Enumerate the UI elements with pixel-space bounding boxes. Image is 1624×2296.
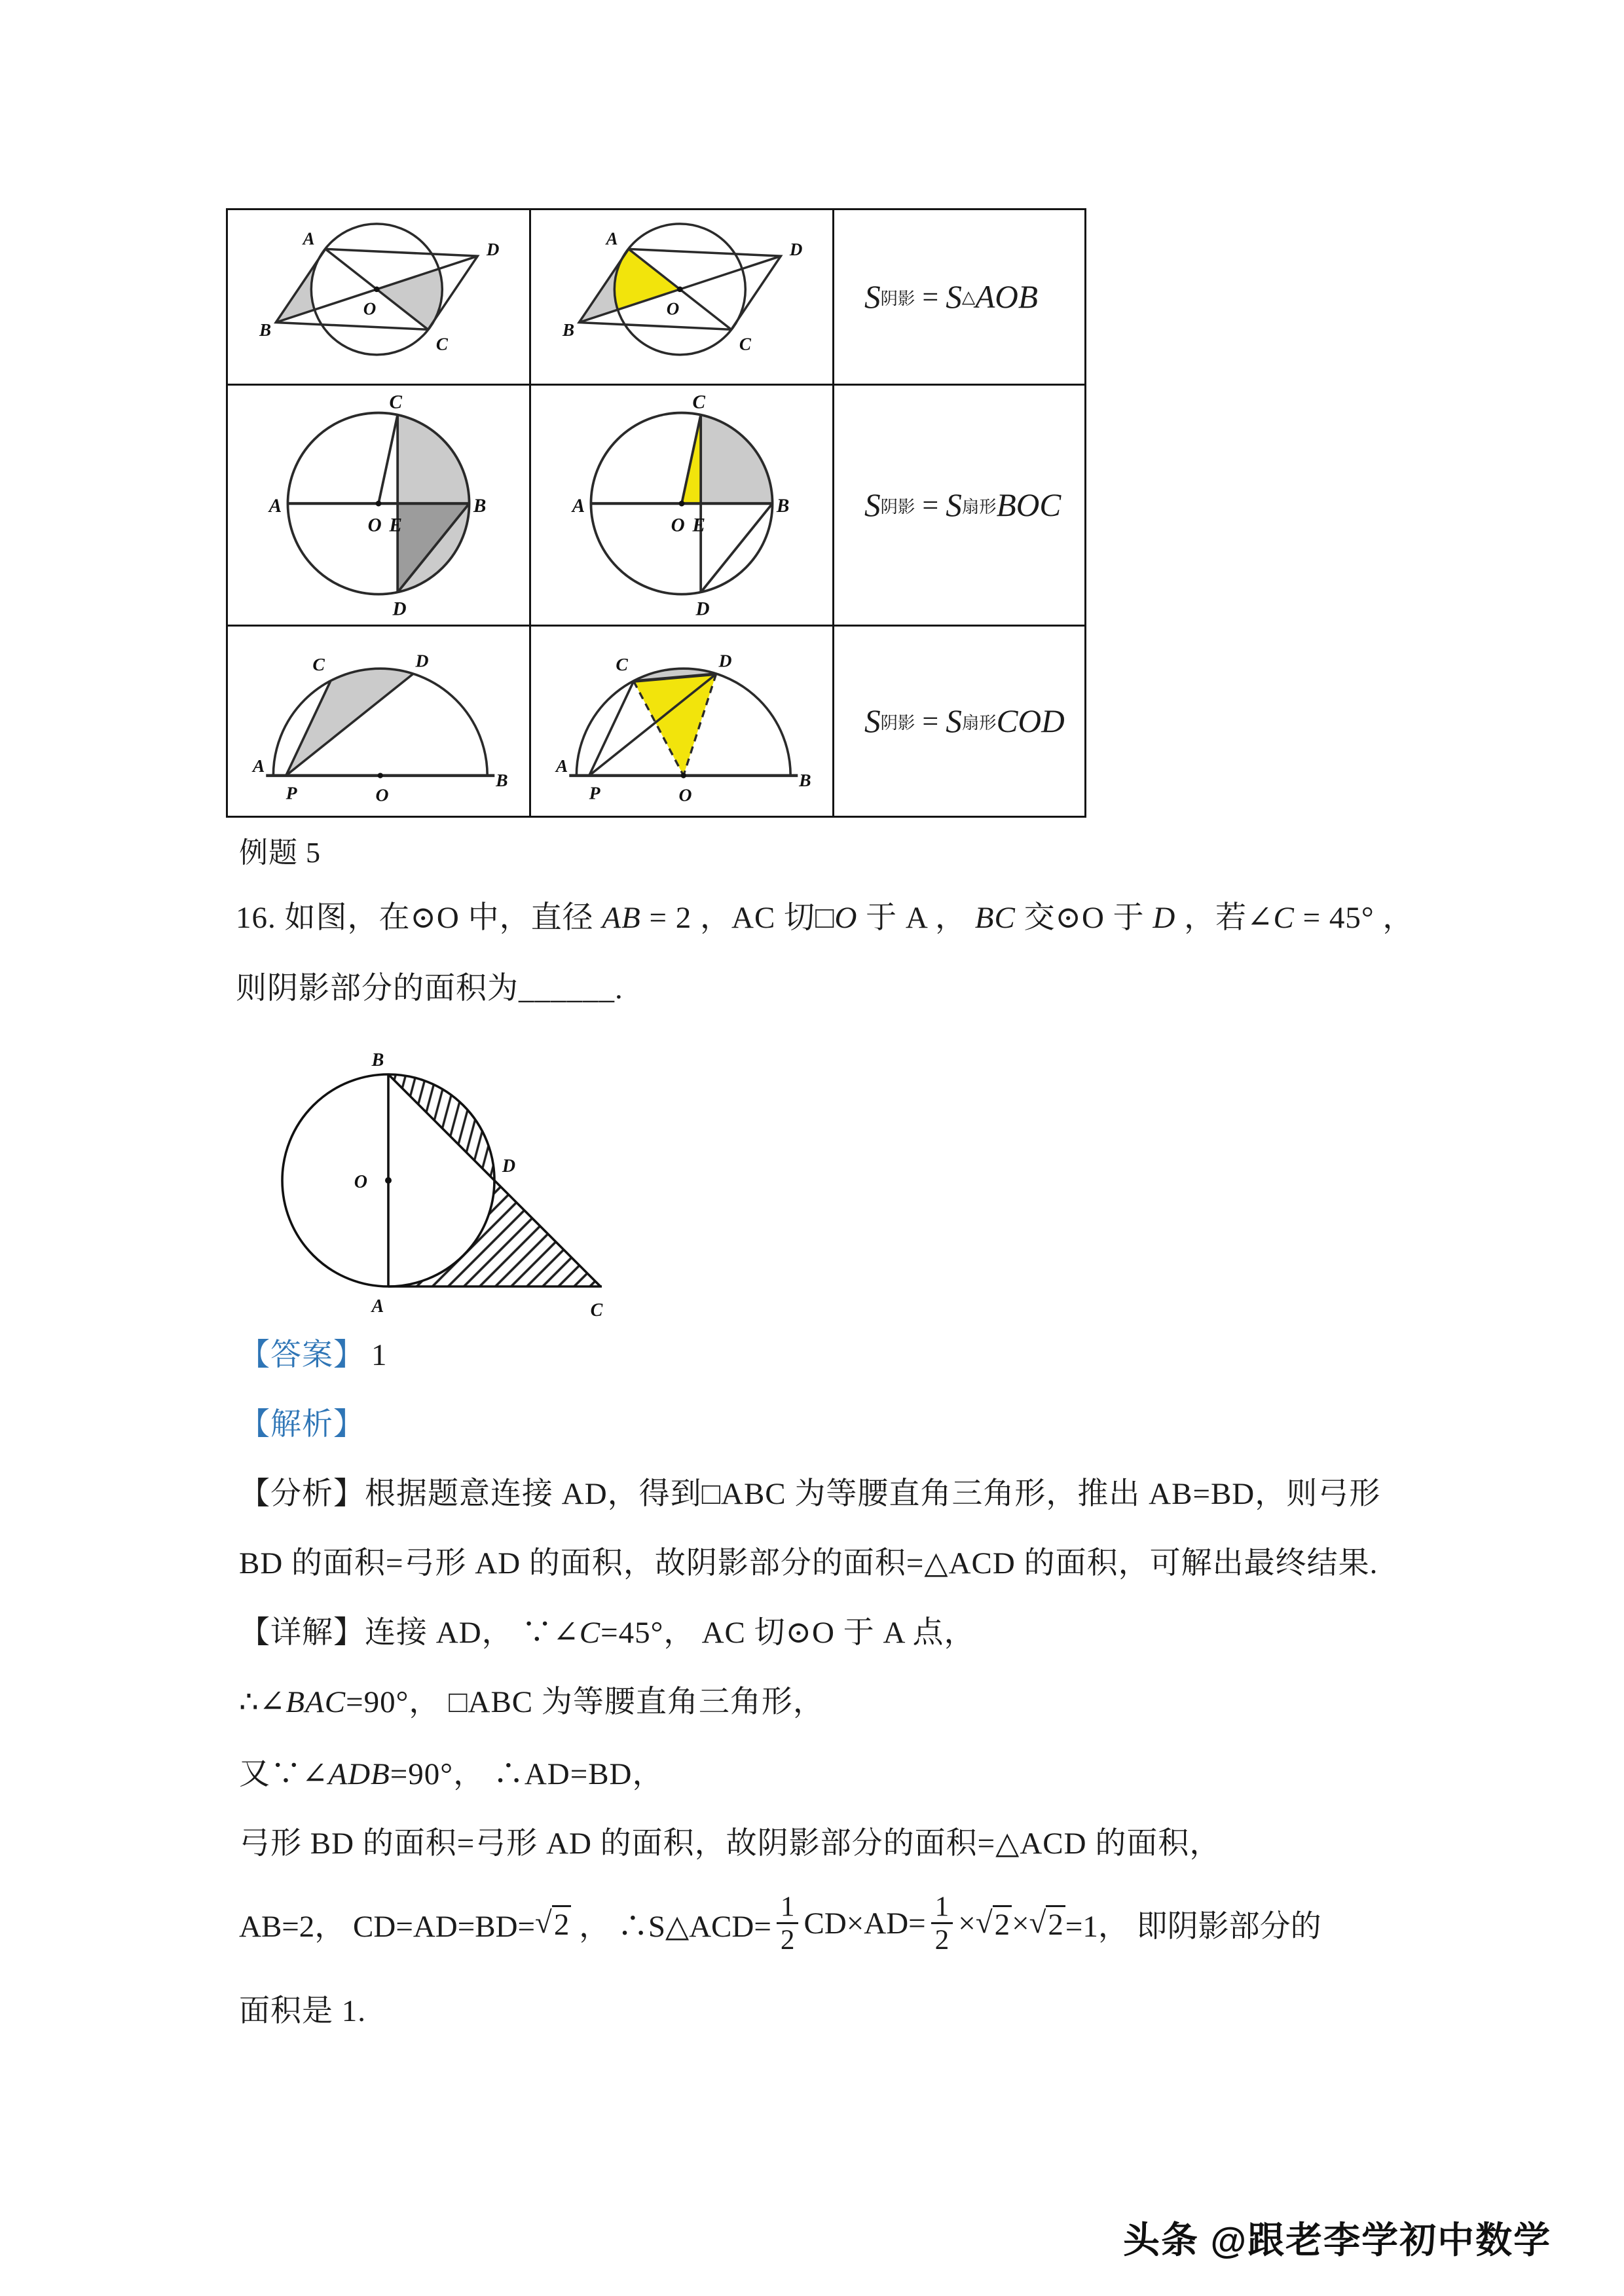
table-cell-row1-gray-diagram — [227, 210, 530, 385]
diagram-row3-highlighted — [538, 630, 825, 812]
point-label-c: C — [389, 391, 402, 412]
point-label-b: B — [473, 495, 487, 517]
point-label-a: A — [371, 1296, 384, 1317]
text-segment: = — [915, 705, 946, 737]
text-segment: 阴影 — [880, 712, 915, 733]
text-segment: 阴影 — [880, 288, 915, 308]
text-segment: × — [1012, 1906, 1029, 1941]
shaded-sliver-b — [579, 249, 680, 322]
text-segment: ∴∠ — [239, 1685, 286, 1719]
table-cell-row2-highlight-diagram — [530, 385, 834, 626]
center-dot — [374, 286, 380, 292]
shaded-area-formula-row1 — [834, 278, 1084, 316]
fraction: $\frac{1}{2}$ — [931, 1892, 953, 1955]
point-label-p: P — [286, 782, 297, 803]
point-label-c: C — [739, 333, 751, 354]
text-segment: △ — [961, 287, 976, 306]
solution-line4: 弓形 BD 的面积=弓形 AD 的面积，故阴影部分的面积=△ACD 的面积， — [239, 1827, 1221, 1861]
center-dot — [376, 500, 382, 506]
text-segment: = 2 ，AC 切 — [640, 901, 816, 935]
point-label-o: O — [678, 784, 692, 805]
solution-line5 — [239, 1871, 1321, 1976]
solution-line1 — [239, 1608, 976, 1652]
point-label-d: D — [718, 650, 732, 671]
point-label-d: D — [486, 239, 500, 259]
point-label-a: A — [555, 756, 568, 776]
point-label-b: B — [776, 495, 790, 517]
shaded-triangle-odc — [377, 256, 477, 329]
text-segment: 于 A ， — [857, 901, 975, 935]
solution-line3 — [239, 1749, 664, 1793]
center-dot — [677, 286, 683, 292]
analysis-header: 【解析】 — [239, 1408, 365, 1442]
shaded-sliver-b — [276, 249, 377, 322]
point-label-e: E — [692, 514, 705, 536]
point-label-a: A — [606, 228, 618, 249]
point-label-o: O — [375, 784, 389, 805]
diagram-row2-highlighted — [538, 391, 825, 620]
solution-line6: 面积是 1. — [239, 1994, 366, 2028]
point-label-d: D — [502, 1156, 516, 1176]
diagram-row1-highlighted — [539, 215, 824, 379]
table-cell-row2-formula — [834, 385, 1086, 626]
square-root: √ 2 — [1029, 1905, 1065, 1942]
problem-figure — [278, 1040, 614, 1321]
point-label-c: C — [312, 653, 325, 674]
text-segment: AOB — [975, 279, 1038, 315]
table-cell-row3-formula — [834, 626, 1086, 817]
answer-value: 1 — [371, 1338, 388, 1372]
shaded-area-formula-row2 — [834, 486, 1084, 524]
problem-text-line1 — [236, 893, 1414, 937]
point-label-a: A — [252, 756, 265, 776]
text-segment: S — [946, 703, 962, 739]
square-root: √ 2 — [535, 1905, 571, 1942]
answer-label: 【答案】 — [239, 1338, 365, 1372]
radius-oc — [378, 414, 397, 503]
text-segment: S — [864, 279, 881, 315]
text-segment: 16. 如图，在⊙O 中，直径 — [236, 901, 602, 935]
point-label-e: E — [389, 514, 402, 536]
analysis-line1: 【分析】根据题意连接 AD，得到□ABC 为等腰直角三角形，推出 AB=BD，则弓形 — [239, 1477, 1381, 1511]
center-dot — [378, 773, 383, 778]
point-label-o: O — [354, 1172, 367, 1192]
point-label-a: A — [572, 495, 585, 517]
table-cell-row3-gray-diagram — [227, 626, 530, 817]
answer-line — [239, 1330, 388, 1374]
analysis-line2: BD 的面积=弓形 AD 的面积，故阴影部分的面积=△ACD 的面积，可解出最终结果. — [239, 1546, 1378, 1580]
text-segment: = — [915, 489, 946, 521]
text-segment: CD×AD= — [803, 1906, 926, 1941]
text-segment: =90°， ∴AD=BD， — [390, 1757, 664, 1791]
text-segment: = — [915, 281, 946, 313]
point-label-p: P — [589, 782, 600, 803]
text-segment: □ — [815, 901, 835, 935]
center-dot — [385, 1177, 392, 1184]
point-label-b: B — [563, 319, 575, 340]
point-label-o: O — [367, 514, 382, 536]
point-label-b: B — [799, 770, 811, 791]
point-label-d: D — [695, 598, 710, 620]
text-segment: ， ∴S△ACD= — [571, 1909, 771, 1944]
text-segment: D — [1153, 901, 1176, 935]
text-segment: ，若∠ — [1175, 901, 1274, 935]
fraction: $\frac{1}{2}$ — [777, 1892, 799, 1955]
text-segment: 扇形 — [961, 496, 997, 517]
table-cell-row1-highlight-diagram — [530, 210, 834, 385]
text-segment: 又∵∠ — [239, 1757, 329, 1791]
text-segment: 【详解】连接 AD， ∵∠ — [239, 1616, 580, 1650]
point-label-c: C — [692, 391, 705, 412]
center-dot — [679, 500, 685, 506]
point-label-b: B — [496, 770, 508, 791]
table-cell-row3-highlight-diagram — [530, 626, 834, 817]
text-segment: COD — [996, 703, 1065, 739]
text-segment: × — [958, 1906, 976, 1941]
diagram-row1-gray — [236, 215, 521, 379]
point-label-o: O — [671, 514, 685, 536]
problem-text-line2: 则阴影部分的面积为______. — [236, 972, 623, 1006]
diagram-row2-gray — [235, 391, 522, 620]
text-segment: ADB — [328, 1757, 390, 1791]
watermark: 头条 @跟老李学初中数学 — [1123, 2219, 1552, 2261]
shaded-area-equivalence-table — [226, 208, 1086, 818]
point-label-b: B — [259, 319, 272, 340]
text-segment: 交⊙O 于 — [1015, 901, 1153, 935]
table-cell-row2-gray-diagram — [227, 385, 530, 626]
point-label-a: A — [303, 228, 315, 249]
solution-line2 — [239, 1677, 824, 1721]
point-label-d: D — [789, 239, 803, 259]
text-segment: O — [834, 901, 858, 935]
point-label-c: C — [590, 1300, 603, 1321]
text-segment: 扇形 — [961, 712, 997, 733]
center-dot — [681, 773, 686, 778]
square-root: √ 2 — [976, 1905, 1012, 1942]
point-label-d: D — [392, 598, 407, 620]
point-label-c: C — [435, 333, 448, 354]
text-segment: BOC — [996, 487, 1061, 523]
diagram-row3-gray — [235, 630, 522, 812]
text-segment: C — [1273, 901, 1295, 935]
table-cell-row1-formula — [834, 210, 1086, 385]
hatched-region-dca — [388, 1180, 600, 1286]
text-segment: AB=2， CD=AD=BD= — [239, 1909, 536, 1944]
point-label-o: O — [666, 298, 680, 318]
point-label-c: C — [616, 653, 628, 674]
text-segment: 阴影 — [880, 496, 915, 517]
text-segment: BC — [974, 901, 1016, 935]
text-segment: S — [946, 279, 962, 315]
point-label-a: A — [268, 495, 282, 517]
text-segment: =45°， AC 切⊙O 于 A 点， — [600, 1616, 976, 1650]
point-label-b: B — [371, 1050, 384, 1070]
point-label-o: O — [363, 298, 377, 318]
text-segment: C — [579, 1616, 601, 1650]
text-segment: =1， 即阴影部分的 — [1065, 1909, 1321, 1944]
text-segment: =90°， □ABC 为等腰直角三角形， — [346, 1685, 824, 1719]
text-segment: AB — [602, 901, 641, 935]
point-label-d: D — [415, 650, 429, 671]
example-label: 例题 5 — [239, 837, 321, 869]
text-segment: = 45° ， — [1294, 901, 1414, 935]
text-segment: BAC — [286, 1685, 346, 1719]
text-segment: S — [864, 487, 881, 523]
text-segment: S — [946, 487, 962, 523]
text-segment: S — [864, 703, 881, 739]
shaded-area-formula-row3 — [834, 702, 1084, 740]
